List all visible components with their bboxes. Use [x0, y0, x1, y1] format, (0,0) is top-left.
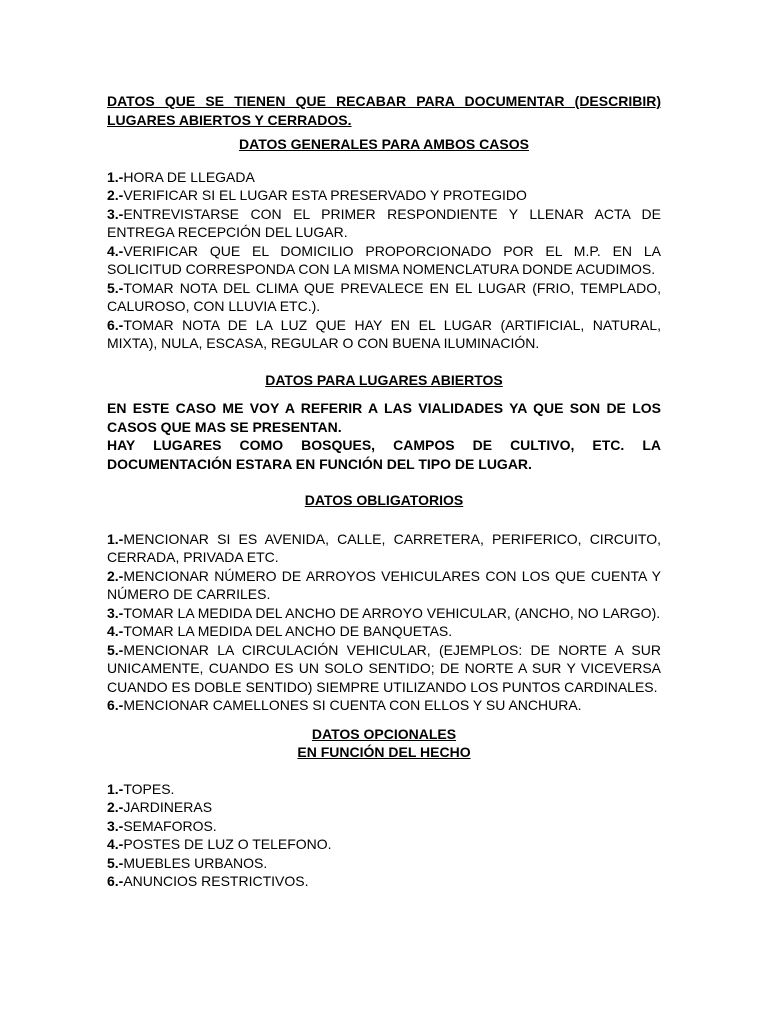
- opcionales-list: [107, 780, 661, 891]
- list-item: 4.-VERIFICAR QUE EL DOMICILIO PROPORCIONADO POR EL M.P. EN LA SOLICITUD CORRESPONDA CON LA MISMA NOMENCLATURA DONDE ACUDIMOS.: [107, 242, 661, 277]
- list-item: 6.-ANUNCIOS RESTRICTIVOS.: [107, 873, 309, 889]
- abiertos-heading: DATOS PARA LUGARES ABIERTOS: [265, 371, 503, 388]
- document-title: DATOS QUE SE TIENEN QUE RECABAR PARA DOCUMENTAR (DESCRIBIR) LUGARES ABIERTOS Y CERRADOS.: [107, 93, 661, 128]
- list-item: 4.-POSTES DE LUZ O TELEFONO.: [107, 836, 332, 852]
- list-item: 1.-HORA DE LLEGADA: [107, 168, 255, 185]
- list-item: 1.-TOPES.: [107, 780, 175, 797]
- list-item: 3.-SEMAFOROS.: [107, 817, 217, 834]
- abiertos-paragraph-1: EN ESTE CASO ME VOY A REFERIR A LAS VIALIDADES YA QUE SON DE LOS CASOS QUE MAS SE PRESENTAN.: [107, 400, 661, 435]
- obligatorios-heading: DATOS OBLIGATORIOS: [304, 492, 464, 508]
- list-item: 3.-TOMAR LA MEDIDA DEL ANCHO DE ARROYO VEHICULAR, (ANCHO, NO LARGO).: [107, 604, 661, 621]
- opcionales-heading: DATOS OPCIONALES: [311, 725, 457, 742]
- list-item: 2.-MENCIONAR NÚMERO DE ARROYOS VEHICULARES CON LOS QUE CUENTA Y NÚMERO DE CARRILES.: [107, 567, 661, 602]
- list-item: 5.-TOMAR NOTA DEL CLIMA QUE PREVALECE EN EL LUGAR (FRIO, TEMPLADO, CALUROSO, CON LLUVIA ETC.).: [107, 279, 661, 314]
- list-item: 6.-TOMAR NOTA DE LA LUZ QUE HAY EN EL LUGAR (ARTIFICIAL, NATURAL, MIXTA), NULA, ESCASA, REGULAR O CON BUENA ILUMINACIÓN.: [107, 316, 661, 351]
- list-item: 3.-ENTREVISTARSE CON EL PRIMER RESPONDIENTE Y LLENAR ACTA DE ENTREGA RECEPCIÓN DEL LUGAR.: [107, 205, 661, 240]
- list-item: 2.-VERIFICAR SI EL LUGAR ESTA PRESERVADO Y PROTEGIDO: [107, 187, 527, 203]
- general-list: [107, 168, 661, 353]
- abiertos-paragraph-2: HAY LUGARES COMO BOSQUES, CAMPOS DE CULTIVO, ETC. LA DOCUMENTACIÓN ESTARA EN FUNCIÓN DEL TIPO DE LUGAR.: [107, 437, 661, 472]
- obligatorios-list: [107, 530, 661, 715]
- list-item: 4.-TOMAR LA MEDIDA DEL ANCHO DE BANQUETAS.: [107, 623, 453, 639]
- opcionales-subheading: EN FUNCIÓN DEL HECHO: [297, 744, 471, 760]
- document-page: [107, 92, 661, 891]
- general-heading: DATOS GENERALES PARA AMBOS CASOS: [239, 136, 529, 152]
- list-item: 1.-MENCIONAR SI ES AVENIDA, CALLE, CARRETERA, PERIFERICO, CIRCUITO, CERRADA, PRIVADA ETC.: [107, 530, 661, 565]
- list-item: 2.-JARDINERAS: [107, 799, 213, 815]
- list-item: 6.-MENCIONAR CAMELLONES SI CUENTA CON ELLOS Y SU ANCHURA.: [107, 697, 582, 713]
- list-item: 5.-MUEBLES URBANOS.: [107, 854, 268, 871]
- list-item: 5.-MENCIONAR LA CIRCULACIÓN VEHICULAR, (EJEMPLOS: DE NORTE A SUR UNICAMENTE, CUANDO ES UN SOLO SENTIDO; DE NORTE A SUR Y VICEVERSA CUANDO ES DOBLE SENTIDO) SIEMPRE UTILIZANDO LOS PUNTOS CARDINALES.: [107, 641, 661, 695]
